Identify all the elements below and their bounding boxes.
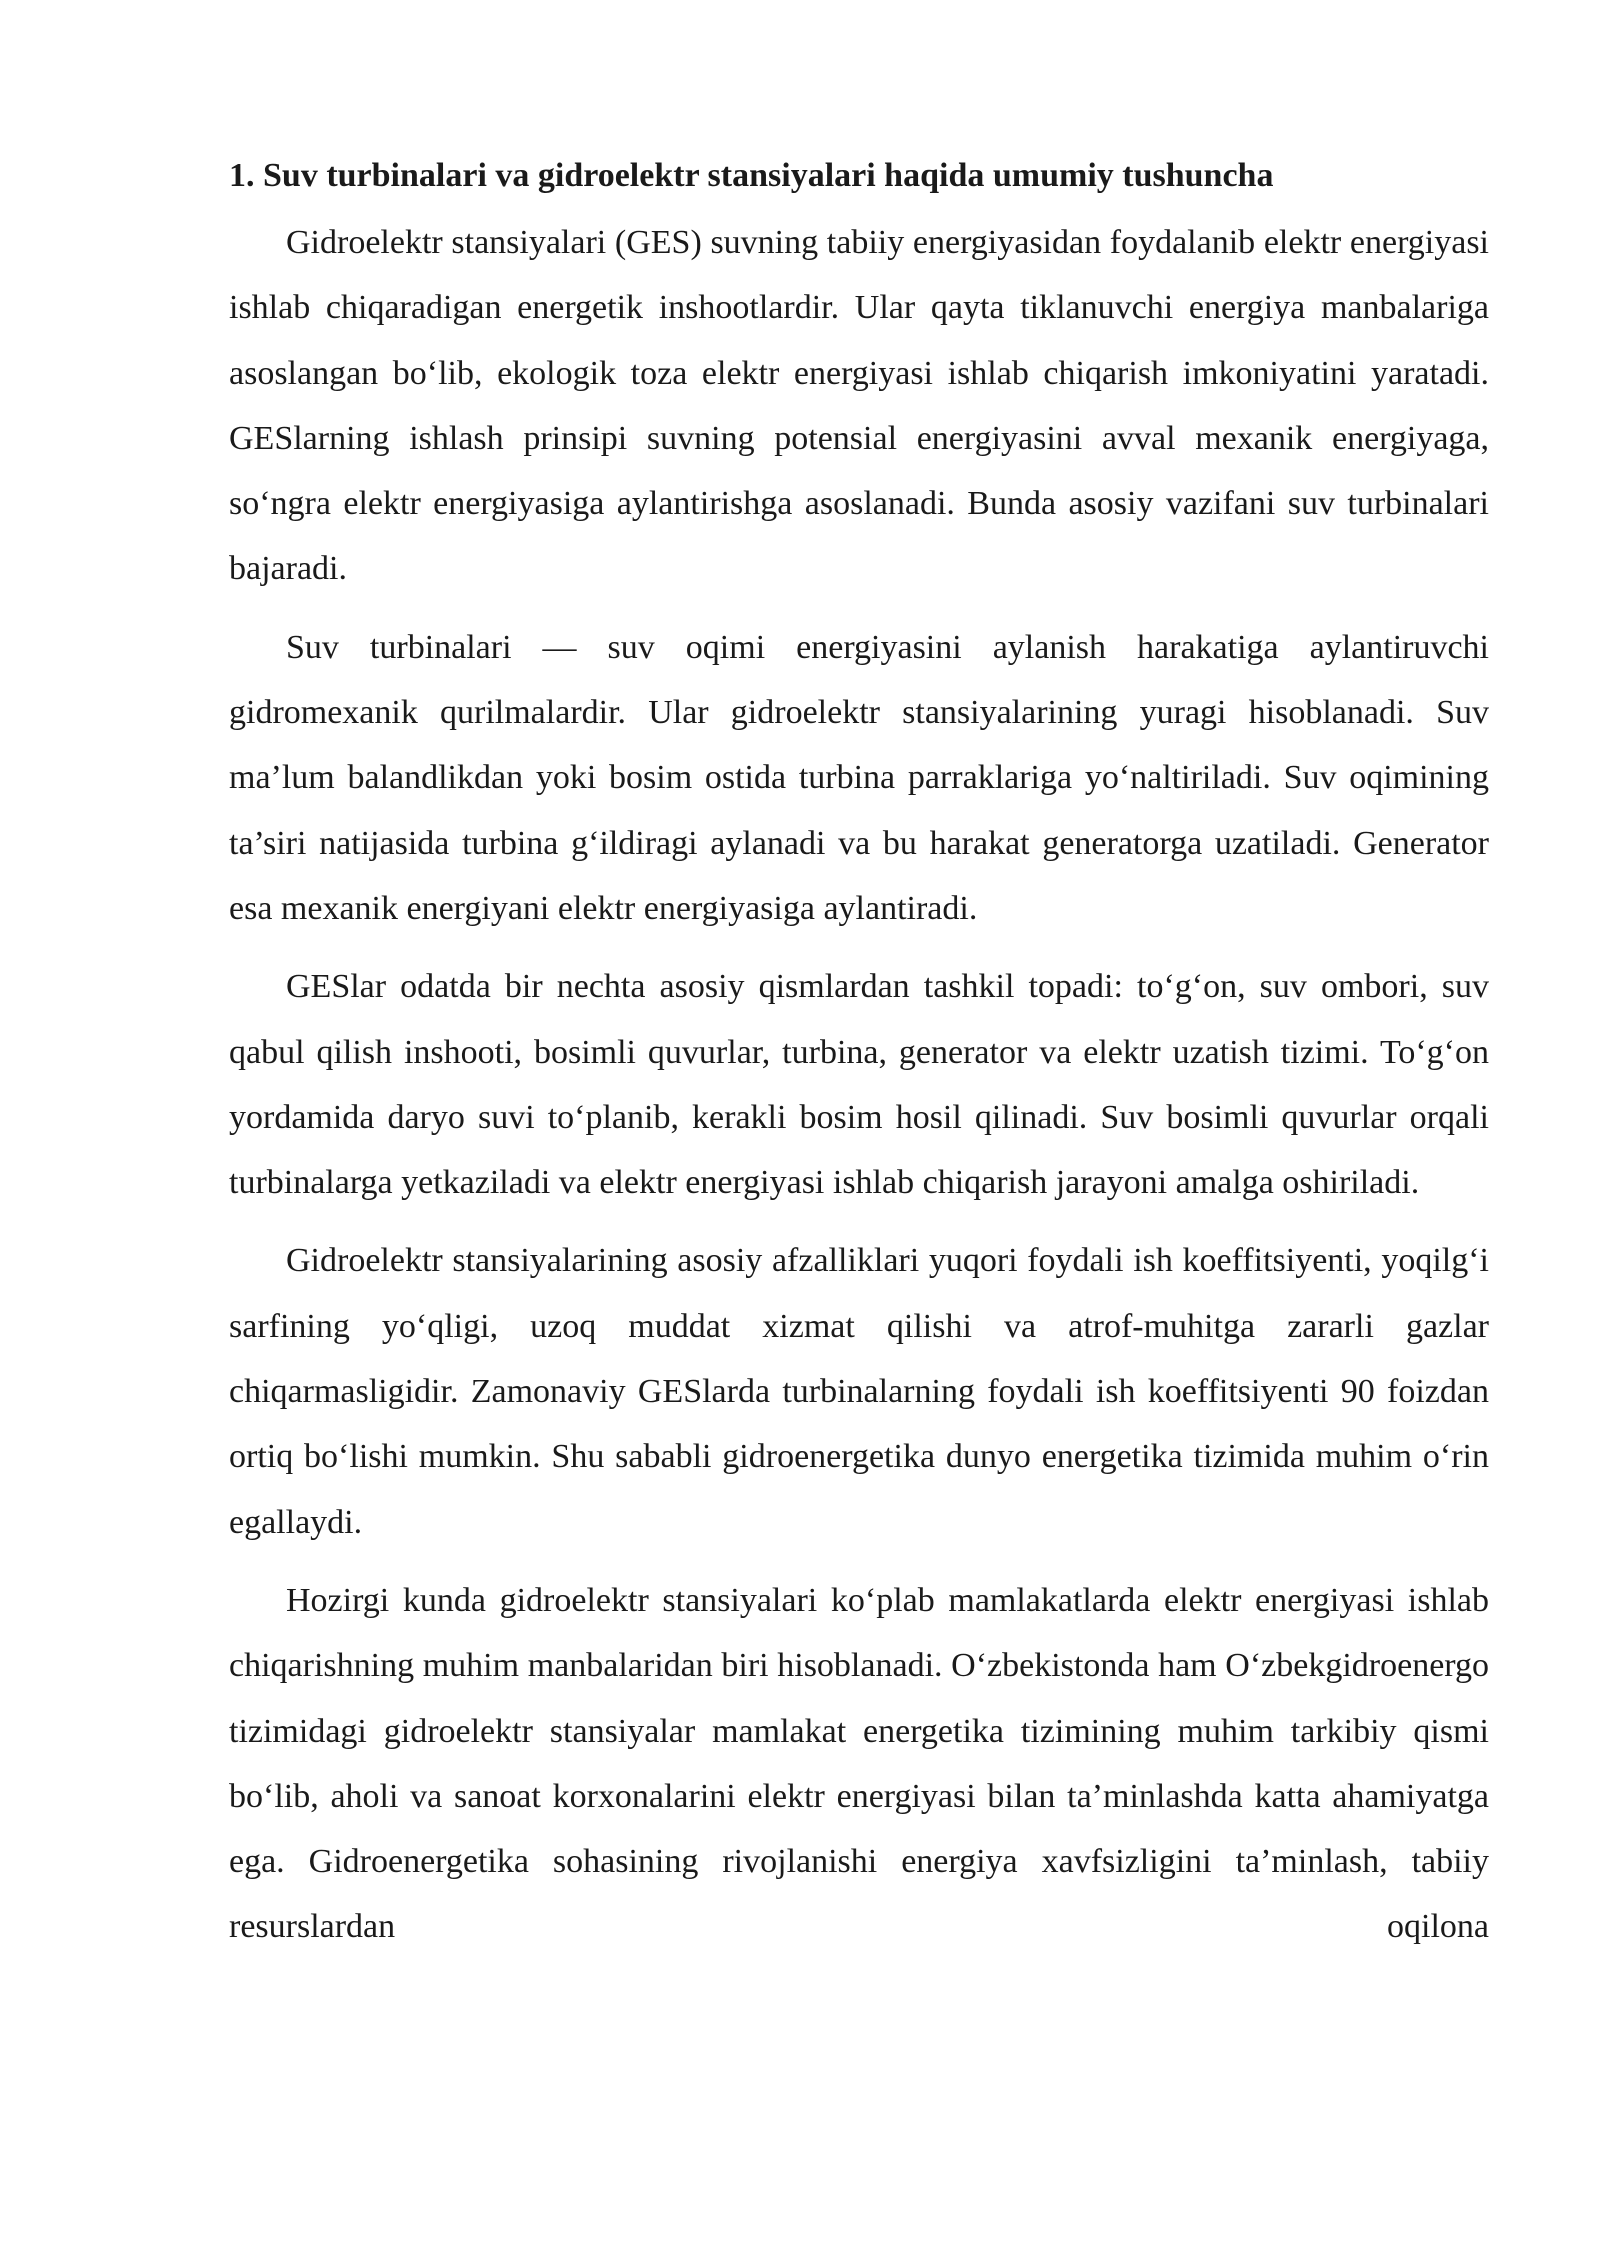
paragraph-turbines: Suv turbinalari — suv oqimi energiyasini aylanish harakatiga aylantiruvchi gidromexanik qurilmalardir. Ular gidroelektr stansiyalarining yuragi hisoblanadi. Suv ma’lum balandlikdan yoki bosim ostida turbina parraklariga yo‘naltiriladi. Suv oqimining ta’siri natijasida turbina g‘ildiragi aylanadi va bu harakat generatorga uzatiladi. Generator esa mexanik energiyani elektr energiyasiga aylantiradi. <box>229 628 1489 927</box>
paragraph-ges-parts: GESlar odatda bir nechta asosiy qismlardan tashkil topadi: to‘g‘on, suv ombori, suv qabul qilish inshooti, bosimli quvurlar, turbina, generator va elektr uzatish tizimi. To‘g‘on yordamida daryo suvi to‘planib, kerakli bosim hosil qilinadi. Suv bosimli quvurlar orqali turbinalarga yetkaziladi va elektr energiyasi ishlab chiqarish jarayoni amalga oshiriladi. <box>229 968 1489 1202</box>
paragraph-ges-definition: Gidroelektr stansiyalari (GES) suvning tabiiy energiyasidan foydalanib elektr energiyasi ishlab chiqaradigan energetik inshootlardir. Ular qayta tiklanuvchi energiya manbalariga asoslangan bo‘lib, ekologik toza elektr energiyasi ishlab chiqarish imkoniyatini yaratadi. GESlarning ishlash prinsipi suvning potensial energiyasini avval mexanik energiyaga, so‘ngra elektr energiyasiga aylantirishga asoslanadi. Bunda asosiy vazifani suv turbinalari bajaradi. <box>229 224 1489 588</box>
paragraph-uzbekistan: Hozirgi kunda gidroelektr stansiyalari ko‘plab mamlakatlarda elektr energiyasi ishlab chiqarishning muhim manbalaridan biri hisoblanadi. O‘zbekistonda ham O‘zbekgidroenergo tizimidagi gidroelektr stansiyalar mamlakat energetika tizimining muhim tarkibiy qismi bo‘lib, aholi va sanoat korxonalarini elektr energiyasi bilan ta’minlashda katta ahamiyatga ega. Gidroenergetika sohasining rivojlanishi energiya xavfsizligini ta’minlash, tabiiy resurslardan oqilona <box>229 1581 1489 1946</box>
document-page <box>229 150 1489 1960</box>
section-heading: 1. Suv turbinalari va gidroelektr stansiyalari haqida umumiy tushuncha <box>229 157 1274 194</box>
paragraph-advantages: Gidroelektr stansiyalarining asosiy afzalliklari yuqori foydali ish koeffitsiyenti, yoqilg‘i sarfining yo‘qligi, uzoq muddat xizmat qilishi va atrof-muhitga zararli gazlar chiqarmasligidir. Zamonaviy GESlarda turbinalarning foydali ish koeffitsiyenti 90 foizdan ortiq bo‘lishi mumkin. Shu sababli gidroenergetika dunyo energetika tizimida muhim o‘rin egallaydi. <box>229 1242 1489 1541</box>
